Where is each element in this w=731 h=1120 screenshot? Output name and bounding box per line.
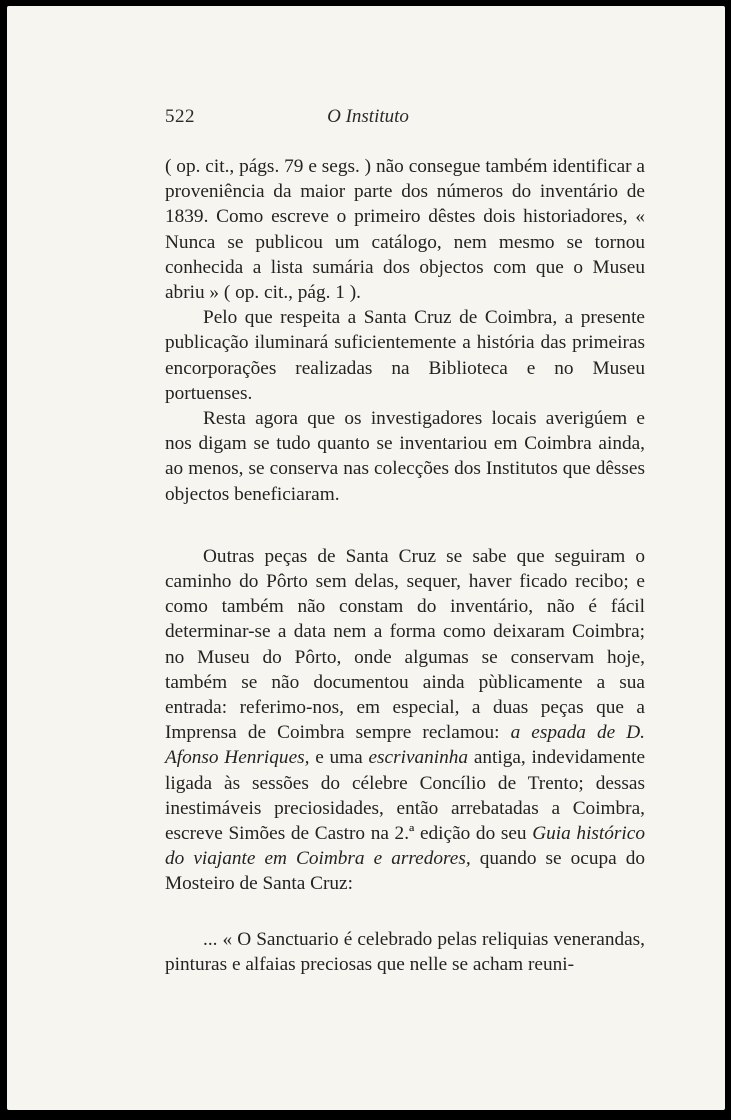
text-run: antiga, indevidamente ligada às sessões do célebre Concílio de Trento; dessas inestimáveis preciosidades, então arrebatadas a Coimbra, escreve Simões de Castro na 2.ª edição do seu <box>165 747 646 845</box>
running-title: O Instituto <box>327 106 409 127</box>
paragraph-continued: ( op. cit., págs. 79 e segs. ) não consegue também identificar a proveniência da maior parte dos números do inventário de 1839. Como escreve o primeiro dêstes dois historiadores, « Nunca se publicou um catálogo, nem mesmo se tornou conhecida a lista sumária dos objectos com que o Museu abriu » ( op. cit., pág. 1 ). <box>165 156 645 304</box>
italic-espada: a espada de D. Afonso Henriques, <box>165 722 645 769</box>
page-header <box>7 106 725 132</box>
paragraph-quotation: ... « O Sanctuario é celebrado pelas reliquias venerandas, pinturas e alfaias preciosas que nelle se acham reuni- <box>165 928 645 975</box>
page-number: 522 <box>165 106 195 127</box>
italic-guia-title: Guia histórico do viajante em Coimbra e arredores, <box>165 823 645 870</box>
text-run: e uma <box>309 747 369 769</box>
paragraph-outras-pecas <box>165 544 645 897</box>
text-run: Outras peças de Santa Cruz se sabe que seguiram o caminho do Pôrto sem delas, sequer, haver ficado recibo; e como também não constam do inventário, não é fácil determinar-se a data nem a forma como deixaram Coimbra; no Museu do Pôrto, onde algumas se conservam hoje, também se não documentou ainda pùblicamente a sua entrada: referimo-nos, em especial, a duas peças que a Imprensa de Coimbra sempre reclamou: <box>165 545 645 744</box>
paragraph-investigadores: Resta agora que os investigadores locais averigúem e nos digam se tudo quanto se inventariou em Coimbra ainda, ao menos, se conserva nas colecções dos Institutos que dêsses objectos beneficiaram. <box>165 408 645 505</box>
body-text <box>165 154 645 977</box>
text-run: quando se ocupa do Mosteiro de Santa Cruz: <box>165 848 645 895</box>
paragraph-santa-cruz: Pelo que respeita a Santa Cruz de Coimbra, a presente publicação iluminará suficientemente a história das primeiras encorporações realizadas na Biblioteca e no Museu portuenses. <box>165 307 645 404</box>
book-page <box>7 6 725 1110</box>
italic-escrivaninha: escrivaninha <box>368 747 469 769</box>
